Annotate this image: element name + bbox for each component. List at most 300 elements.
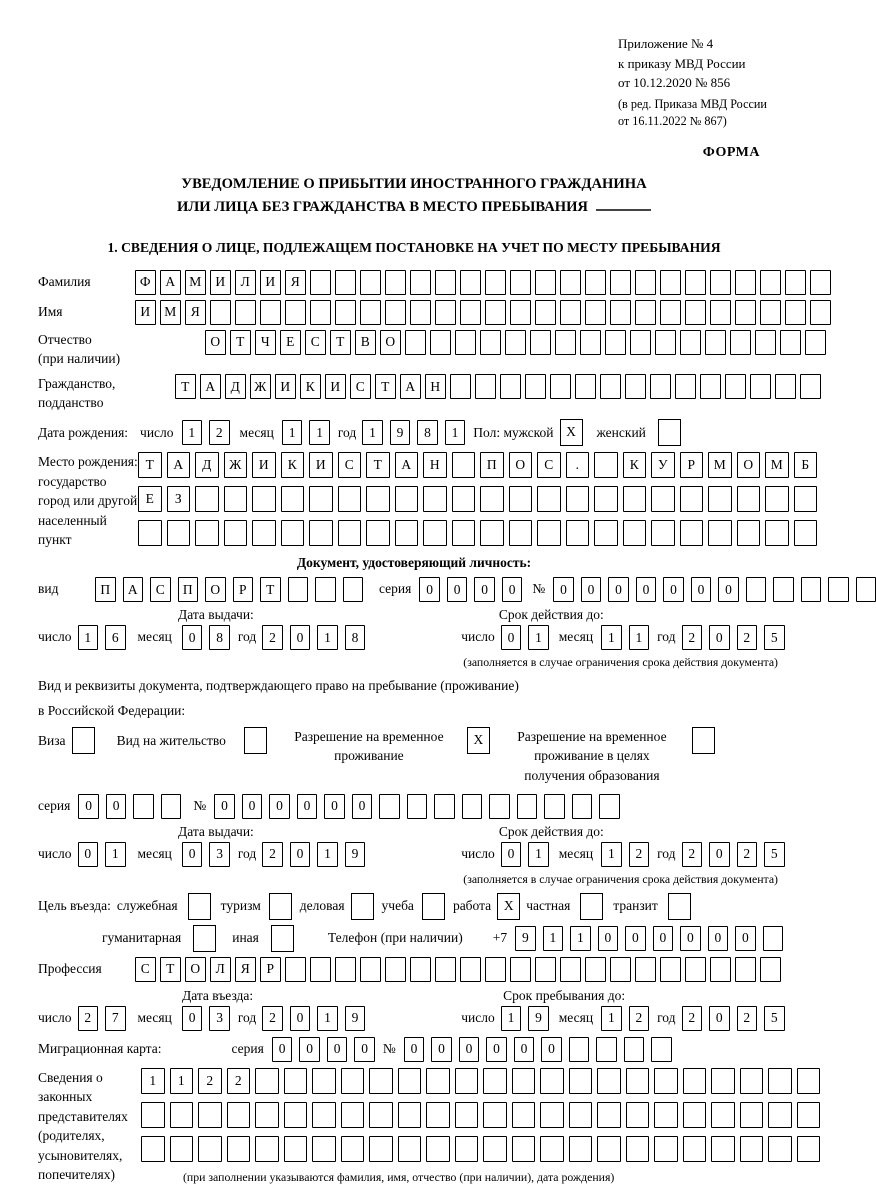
char-cell[interactable]: Р [233,577,254,602]
residence-permit-checkbox[interactable] [244,727,267,754]
char-cell[interactable]: 0 [541,1037,562,1062]
permit-number-cells[interactable] [214,794,620,819]
char-cell[interactable] [410,300,431,325]
char-cell[interactable] [255,1102,279,1128]
char-cell[interactable] [768,1102,792,1128]
char-cell[interactable] [635,300,656,325]
char-cell[interactable]: Т [260,577,281,602]
char-cell[interactable]: А [160,270,181,295]
char-cell[interactable]: Н [423,452,447,478]
char-cell[interactable] [224,486,248,512]
char-cell[interactable] [810,300,831,325]
char-cell[interactable]: 0 [447,577,468,602]
birthplace-cells-line1[interactable] [138,452,817,478]
char-cell[interactable]: 1 [601,625,622,650]
char-cell[interactable]: 0 [709,842,730,867]
char-cell[interactable]: 0 [581,577,602,602]
char-cell[interactable] [626,1068,650,1094]
char-cell[interactable]: 0 [106,794,127,819]
char-cell[interactable]: 0 [653,926,674,951]
char-cell[interactable] [597,1102,621,1128]
birthplace-cells-line2[interactable] [138,486,817,512]
char-cell[interactable] [512,1068,536,1094]
patronymic-cells[interactable] [205,330,826,355]
entry-year-cells[interactable] [262,1006,365,1031]
profession-cells[interactable] [135,957,781,982]
char-cell[interactable]: 2 [262,1006,283,1031]
char-cell[interactable] [335,957,356,982]
temp-permit-edu-checkbox[interactable] [692,727,715,754]
char-cell[interactable] [683,1068,707,1094]
char-cell[interactable]: 2 [629,842,650,867]
char-cell[interactable] [405,330,426,355]
char-cell[interactable] [227,1102,251,1128]
char-cell[interactable] [560,270,581,295]
doc-valid-month-cells[interactable] [601,625,649,650]
char-cell[interactable] [635,957,656,982]
char-cell[interactable] [540,1068,564,1094]
char-cell[interactable] [483,1068,507,1094]
char-cell[interactable] [341,1068,365,1094]
stay-month-cells[interactable] [601,1006,649,1031]
char-cell[interactable] [284,1068,308,1094]
char-cell[interactable] [560,300,581,325]
char-cell[interactable] [410,957,431,982]
char-cell[interactable] [594,520,618,546]
char-cell[interactable] [483,1102,507,1128]
mig-series-cells[interactable] [272,1037,375,1062]
stay-year-cells[interactable] [682,1006,785,1031]
char-cell[interactable] [801,577,822,602]
char-cell[interactable] [366,520,390,546]
char-cell[interactable] [512,1136,536,1162]
char-cell[interactable] [700,374,721,399]
char-cell[interactable] [341,1136,365,1162]
char-cell[interactable] [210,300,231,325]
char-cell[interactable]: К [281,452,305,478]
char-cell[interactable] [141,1102,165,1128]
char-cell[interactable]: А [400,374,421,399]
char-cell[interactable]: 0 [718,577,739,602]
char-cell[interactable] [227,1136,251,1162]
char-cell[interactable] [385,957,406,982]
char-cell[interactable]: 1 [309,420,330,445]
char-cell[interactable] [708,520,732,546]
char-cell[interactable]: 0 [290,842,311,867]
char-cell[interactable] [434,794,455,819]
char-cell[interactable]: 1 [362,420,383,445]
char-cell[interactable] [198,1136,222,1162]
char-cell[interactable]: 1 [317,842,338,867]
char-cell[interactable] [141,1136,165,1162]
char-cell[interactable]: 0 [474,577,495,602]
doc-valid-day-cells[interactable] [501,625,549,650]
char-cell[interactable] [195,486,219,512]
char-cell[interactable]: 1 [317,1006,338,1031]
char-cell[interactable] [455,1102,479,1128]
char-cell[interactable]: 2 [262,842,283,867]
char-cell[interactable]: 8 [345,625,366,650]
char-cell[interactable] [566,520,590,546]
purpose-other-checkbox[interactable] [271,925,294,952]
char-cell[interactable] [195,520,219,546]
char-cell[interactable]: 0 [354,1037,375,1062]
purpose-work-checkbox[interactable]: X [497,893,520,920]
char-cell[interactable]: . [566,452,590,478]
char-cell[interactable]: О [205,577,226,602]
mig-number-cells[interactable] [404,1037,672,1062]
char-cell[interactable]: 1 [141,1068,165,1094]
char-cell[interactable] [605,330,626,355]
char-cell[interactable]: 1 [317,625,338,650]
char-cell[interactable] [395,486,419,512]
char-cell[interactable]: Ч [255,330,276,355]
char-cell[interactable] [746,577,767,602]
phone-cells[interactable] [515,926,783,951]
char-cell[interactable] [600,374,621,399]
char-cell[interactable] [765,520,789,546]
char-cell[interactable]: 7 [105,1006,126,1031]
char-cell[interactable] [610,270,631,295]
char-cell[interactable]: Ж [250,374,271,399]
char-cell[interactable]: 8 [417,420,438,445]
char-cell[interactable] [255,1068,279,1094]
char-cell[interactable] [785,300,806,325]
char-cell[interactable]: 1 [78,625,99,650]
char-cell[interactable] [309,486,333,512]
char-cell[interactable]: А [167,452,191,478]
char-cell[interactable]: Т [330,330,351,355]
char-cell[interactable] [596,1037,617,1062]
char-cell[interactable]: И [325,374,346,399]
char-cell[interactable]: Н [425,374,446,399]
char-cell[interactable] [435,300,456,325]
char-cell[interactable]: 9 [515,926,536,951]
char-cell[interactable]: 0 [709,1006,730,1031]
char-cell[interactable] [550,374,571,399]
char-cell[interactable]: 0 [419,577,440,602]
char-cell[interactable]: П [480,452,504,478]
birth-month-cells[interactable] [282,420,330,445]
char-cell[interactable] [480,330,501,355]
char-cell[interactable]: 1 [282,420,303,445]
char-cell[interactable] [651,486,675,512]
char-cell[interactable] [737,486,761,512]
char-cell[interactable]: 9 [345,1006,366,1031]
char-cell[interactable] [585,957,606,982]
char-cell[interactable]: 0 [459,1037,480,1062]
char-cell[interactable] [705,330,726,355]
char-cell[interactable] [730,330,751,355]
char-cell[interactable] [138,520,162,546]
char-cell[interactable]: 2 [737,625,758,650]
char-cell[interactable]: 0 [691,577,712,602]
guardians-cells-line3[interactable] [141,1136,820,1162]
char-cell[interactable] [575,374,596,399]
char-cell[interactable] [426,1136,450,1162]
char-cell[interactable] [623,486,647,512]
char-cell[interactable] [315,577,336,602]
char-cell[interactable] [535,957,556,982]
char-cell[interactable] [680,330,701,355]
char-cell[interactable] [685,957,706,982]
char-cell[interactable] [483,1136,507,1162]
char-cell[interactable]: 1 [543,926,564,951]
char-cell[interactable] [805,330,826,355]
char-cell[interactable] [660,300,681,325]
char-cell[interactable] [800,374,821,399]
char-cell[interactable] [680,486,704,512]
char-cell[interactable] [760,270,781,295]
char-cell[interactable]: 1 [528,842,549,867]
char-cell[interactable] [655,330,676,355]
char-cell[interactable] [510,300,531,325]
char-cell[interactable]: Т [230,330,251,355]
char-cell[interactable]: 0 [299,1037,320,1062]
citizenship-cells[interactable] [175,374,821,399]
char-cell[interactable]: 0 [514,1037,535,1062]
char-cell[interactable]: 0 [608,577,629,602]
char-cell[interactable] [683,1136,707,1162]
birth-day-cells[interactable] [182,420,230,445]
char-cell[interactable]: М [708,452,732,478]
char-cell[interactable]: 0 [486,1037,507,1062]
char-cell[interactable]: Я [235,957,256,982]
char-cell[interactable]: 0 [431,1037,452,1062]
char-cell[interactable] [797,1102,821,1128]
char-cell[interactable] [335,270,356,295]
char-cell[interactable]: 2 [737,842,758,867]
char-cell[interactable] [626,1136,650,1162]
char-cell[interactable]: С [150,577,171,602]
char-cell[interactable]: Л [210,957,231,982]
char-cell[interactable] [750,374,771,399]
char-cell[interactable] [535,300,556,325]
char-cell[interactable] [623,520,647,546]
char-cell[interactable] [512,1102,536,1128]
char-cell[interactable]: Е [280,330,301,355]
char-cell[interactable] [856,577,876,602]
guardians-cells-line1[interactable] [141,1068,820,1094]
char-cell[interactable] [369,1068,393,1094]
char-cell[interactable] [489,794,510,819]
char-cell[interactable]: О [509,452,533,478]
surname-cells[interactable] [135,270,831,295]
char-cell[interactable]: 0 [269,794,290,819]
char-cell[interactable]: 1 [528,625,549,650]
doc-issue-month-cells[interactable] [182,625,230,650]
char-cell[interactable]: Л [235,270,256,295]
char-cell[interactable]: П [178,577,199,602]
char-cell[interactable] [765,486,789,512]
char-cell[interactable] [597,1136,621,1162]
char-cell[interactable] [763,926,784,951]
char-cell[interactable] [281,486,305,512]
char-cell[interactable]: А [123,577,144,602]
char-cell[interactable] [610,300,631,325]
char-cell[interactable] [685,300,706,325]
char-cell[interactable] [537,486,561,512]
char-cell[interactable] [794,520,818,546]
char-cell[interactable] [635,270,656,295]
char-cell[interactable]: Ж [224,452,248,478]
char-cell[interactable]: 1 [445,420,466,445]
char-cell[interactable] [198,1102,222,1128]
doc-number-cells[interactable] [553,577,876,602]
char-cell[interactable]: 0 [404,1037,425,1062]
purpose-business-checkbox[interactable] [188,893,211,920]
char-cell[interactable]: 0 [182,625,203,650]
char-cell[interactable]: 0 [182,842,203,867]
purpose-study-checkbox[interactable] [422,893,445,920]
char-cell[interactable] [580,330,601,355]
char-cell[interactable]: И [210,270,231,295]
char-cell[interactable]: Ф [135,270,156,295]
char-cell[interactable] [624,1037,645,1062]
char-cell[interactable]: И [252,452,276,478]
char-cell[interactable] [161,794,182,819]
char-cell[interactable] [170,1136,194,1162]
char-cell[interactable] [625,374,646,399]
char-cell[interactable]: 0 [709,625,730,650]
doc-valid-year-cells[interactable] [682,625,785,650]
char-cell[interactable]: 0 [242,794,263,819]
char-cell[interactable] [309,520,333,546]
char-cell[interactable] [252,486,276,512]
char-cell[interactable] [426,1102,450,1128]
char-cell[interactable]: 2 [227,1068,251,1094]
char-cell[interactable] [252,520,276,546]
char-cell[interactable] [740,1068,764,1094]
doc-issue-day-cells[interactable] [78,625,126,650]
char-cell[interactable] [760,957,781,982]
char-cell[interactable]: 2 [682,1006,703,1031]
char-cell[interactable] [540,1102,564,1128]
visa-checkbox[interactable] [72,727,95,754]
char-cell[interactable]: 2 [682,625,703,650]
char-cell[interactable] [594,486,618,512]
char-cell[interactable]: 2 [629,1006,650,1031]
char-cell[interactable] [485,957,506,982]
char-cell[interactable] [452,520,476,546]
char-cell[interactable] [675,374,696,399]
char-cell[interactable] [794,486,818,512]
char-cell[interactable]: И [135,300,156,325]
char-cell[interactable] [710,300,731,325]
char-cell[interactable]: 6 [105,625,126,650]
char-cell[interactable] [369,1136,393,1162]
char-cell[interactable] [560,957,581,982]
char-cell[interactable] [509,486,533,512]
char-cell[interactable] [407,794,428,819]
char-cell[interactable]: Т [375,374,396,399]
char-cell[interactable] [735,957,756,982]
char-cell[interactable] [566,486,590,512]
char-cell[interactable] [369,1102,393,1128]
permit-issue-day-cells[interactable] [78,842,126,867]
char-cell[interactable] [480,520,504,546]
char-cell[interactable] [654,1136,678,1162]
char-cell[interactable] [398,1102,422,1128]
char-cell[interactable] [569,1102,593,1128]
char-cell[interactable] [725,374,746,399]
char-cell[interactable] [167,520,191,546]
char-cell[interactable]: 2 [78,1006,99,1031]
char-cell[interactable] [525,374,546,399]
char-cell[interactable] [338,486,362,512]
char-cell[interactable]: О [185,957,206,982]
char-cell[interactable] [398,1068,422,1094]
char-cell[interactable]: М [185,270,206,295]
char-cell[interactable] [735,300,756,325]
char-cell[interactable] [569,1068,593,1094]
char-cell[interactable] [366,486,390,512]
doc-issue-year-cells[interactable] [262,625,365,650]
char-cell[interactable]: 1 [501,1006,522,1031]
char-cell[interactable]: 5 [764,842,785,867]
char-cell[interactable] [485,300,506,325]
doc-series-cells[interactable] [419,577,522,602]
char-cell[interactable] [338,520,362,546]
char-cell[interactable] [235,300,256,325]
char-cell[interactable] [630,330,651,355]
char-cell[interactable]: 8 [209,625,230,650]
char-cell[interactable] [360,957,381,982]
char-cell[interactable]: К [300,374,321,399]
char-cell[interactable]: Я [285,270,306,295]
char-cell[interactable]: 1 [629,625,650,650]
char-cell[interactable]: 2 [737,1006,758,1031]
char-cell[interactable] [224,520,248,546]
char-cell[interactable] [737,520,761,546]
char-cell[interactable] [555,330,576,355]
char-cell[interactable] [768,1136,792,1162]
char-cell[interactable] [651,520,675,546]
char-cell[interactable] [735,270,756,295]
char-cell[interactable] [460,300,481,325]
char-cell[interactable] [585,270,606,295]
char-cell[interactable] [423,486,447,512]
char-cell[interactable] [660,270,681,295]
char-cell[interactable]: М [765,452,789,478]
char-cell[interactable]: У [651,452,675,478]
char-cell[interactable] [710,957,731,982]
char-cell[interactable] [711,1068,735,1094]
permit-issue-month-cells[interactable] [182,842,230,867]
char-cell[interactable] [544,794,565,819]
char-cell[interactable]: 0 [78,794,99,819]
entry-day-cells[interactable] [78,1006,126,1031]
char-cell[interactable] [680,520,704,546]
char-cell[interactable]: 1 [601,842,622,867]
char-cell[interactable]: 2 [209,420,230,445]
char-cell[interactable]: О [380,330,401,355]
char-cell[interactable]: 0 [501,625,522,650]
char-cell[interactable] [654,1068,678,1094]
sex-male-checkbox[interactable]: X [560,419,583,446]
permit-valid-year-cells[interactable] [682,842,785,867]
char-cell[interactable]: 1 [170,1068,194,1094]
char-cell[interactable] [133,794,154,819]
permit-valid-day-cells[interactable] [501,842,549,867]
char-cell[interactable] [760,300,781,325]
char-cell[interactable] [505,330,526,355]
char-cell[interactable] [288,577,309,602]
char-cell[interactable] [341,1102,365,1128]
char-cell[interactable] [343,577,364,602]
char-cell[interactable]: Б [794,452,818,478]
char-cell[interactable]: И [275,374,296,399]
